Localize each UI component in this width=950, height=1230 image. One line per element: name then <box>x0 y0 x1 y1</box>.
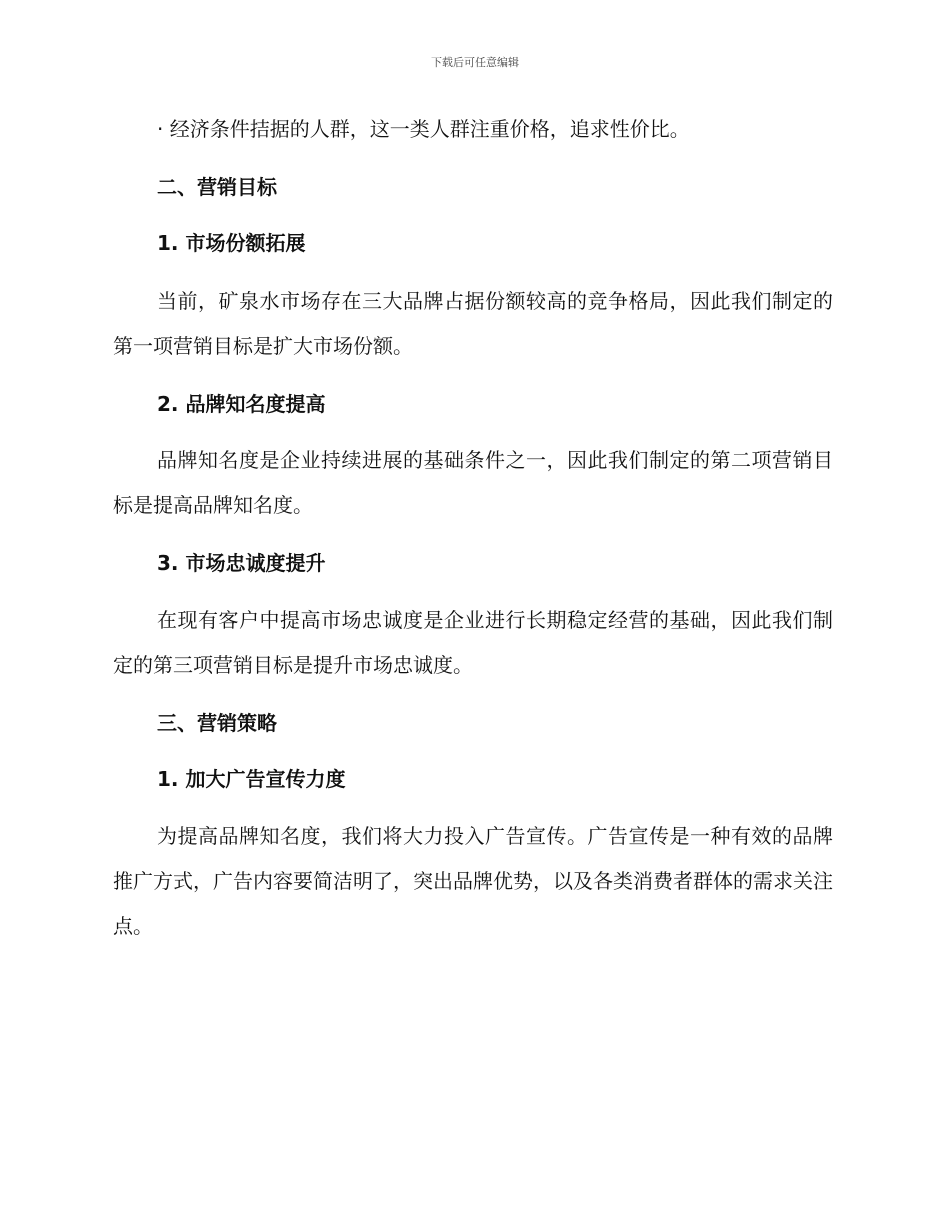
subheading-brand-awareness: 2. 品牌知名度提高 <box>157 392 326 416</box>
subheading-loyalty: 3. 市场忠诚度提升 <box>157 551 326 575</box>
section-heading-marketing-strategy: 三、营销策略 <box>157 711 277 735</box>
header-note: 下载后可任意编辑 <box>431 56 519 69</box>
paragraph-brand-awareness: 品牌知名度是企业持续进展的基础条件之一，因此我们制定的第二项营销目标是提高品牌知名度。 <box>113 448 833 517</box>
subheading-market-share: 1. 市场份额拓展 <box>157 231 306 255</box>
subheading-advertising: 1. 加大广告宣传力度 <box>157 767 346 791</box>
section-heading-marketing-goals: 二、营销目标 <box>157 175 277 199</box>
paragraph-advertising: 为提高品牌知名度，我们将大力投入广告宣传。广告宣传是一种有效的品牌推广方式，广告内容要简洁明了，突出品牌优势，以及各类消费者群体的需求关注点。 <box>113 824 833 938</box>
bullet-line: · 经济条件拮据的人群，这一类人群注重价格，追求性价比。 <box>157 117 690 141</box>
paragraph-loyalty: 在现有客户中提高市场忠诚度是企业进行长期稳定经营的基础，因此我们制定的第三项营销目标是提升市场忠诚度。 <box>113 608 833 677</box>
paragraph-market-share: 当前，矿泉水市场存在三大品牌占据份额较高的竞争格局，因此我们制定的第一项营销目标是扩大市场份额。 <box>113 289 833 358</box>
